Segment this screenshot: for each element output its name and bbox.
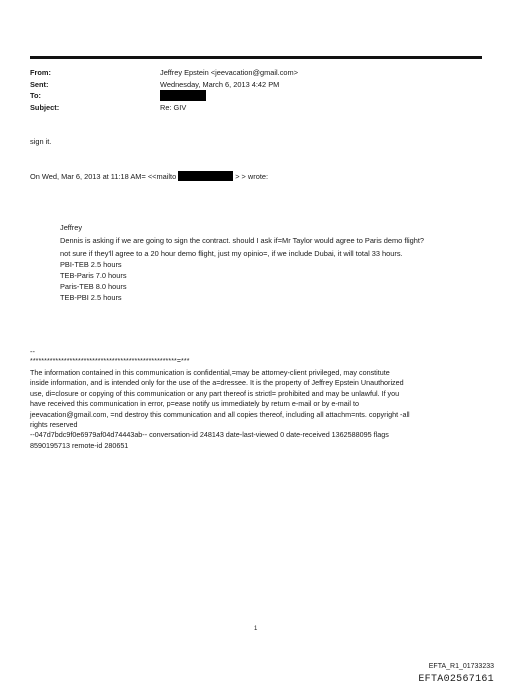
- quote-intro-after: > > wrote:: [235, 172, 269, 181]
- separator-stars: ****************************************************=***: [30, 358, 190, 365]
- sent-row: [30, 80, 482, 89]
- disclaimer-line: inside information, and is intended only for the use of the a=dressee. It is the property of Jeffrey Epstein Unauthorized: [30, 378, 404, 388]
- quoted-line: PBI-TEB 2.5 hours: [60, 260, 122, 269]
- from-row: [30, 68, 482, 77]
- disclaimer-block: [30, 368, 492, 451]
- from-value: Jeffrey Epstein <jeevacation@gmail.com>: [160, 68, 299, 77]
- quoted-line: not sure if they'll agree to a 20 hour demo flight, just my opinio=, if we include Dubai, it will total 33 hours.: [60, 249, 403, 258]
- to-label: To:: [30, 91, 41, 100]
- quoted-line: Jeffrey: [60, 223, 83, 232]
- sent-value: Wednesday, March 6, 2013 4:42 PM: [160, 80, 280, 89]
- quoted-line: Paris-TEB 8.0 hours: [60, 282, 127, 291]
- reply-text: sign it.: [30, 137, 52, 146]
- bates-number-small: EFTA_R1_01733233: [428, 663, 494, 670]
- quoted-line: TEB-PBI 2.5 hours: [60, 293, 122, 302]
- disclaimer-line: --047d7bdc9f0e6979af04d74443ab-- conversation-id 248143 date-last-viewed 0 date-received 1362588095 flags: [30, 430, 389, 440]
- disclaimer-line: use, di=closure or copying of this communication or any part thereof is strictl= prohibited and may be unlawful. If you: [30, 388, 400, 398]
- quote-intro-before: On Wed, Mar 6, 2013 at 11:18 AM= <<mailto: [30, 172, 177, 181]
- quoted-line: TEB-Paris 7.0 hours: [60, 271, 127, 280]
- disclaimer-line: have received this communication in error, p=ease notify us immediately by return e-mail or by e-mail to: [30, 399, 359, 409]
- separator-dashes: --: [30, 347, 35, 356]
- disclaimer-line: rights reserved: [30, 420, 78, 430]
- from-label: From:: [30, 68, 51, 77]
- subject-row: [30, 103, 482, 112]
- to-redaction: [160, 90, 206, 101]
- page-number: 1: [254, 626, 258, 632]
- email-redaction: [178, 171, 233, 181]
- disclaimer-line: 8590195713 remote-id 280651: [30, 440, 129, 450]
- subject-label: Subject:: [30, 103, 60, 112]
- disclaimer-line: jeevacation@gmail.com, =nd destroy this communication and all copies thereof, including all attachm=nts. copyright -all: [30, 409, 410, 419]
- quoted-line: Dennis is asking if we are going to sign the contract. should I ask if=Mr Taylor would agree to Paris demo flight?: [60, 236, 425, 245]
- header-rule: [30, 56, 482, 59]
- subject-value: Re: GIV: [160, 103, 187, 112]
- to-row: [30, 91, 482, 100]
- quote-intro: [30, 171, 268, 182]
- sent-label: Sent:: [30, 80, 49, 89]
- bates-number-large: EFTA02567161: [418, 674, 494, 685]
- disclaimer-line: The information contained in this communication is confidential,=may be attorney-client privileged, may constitute: [30, 368, 390, 377]
